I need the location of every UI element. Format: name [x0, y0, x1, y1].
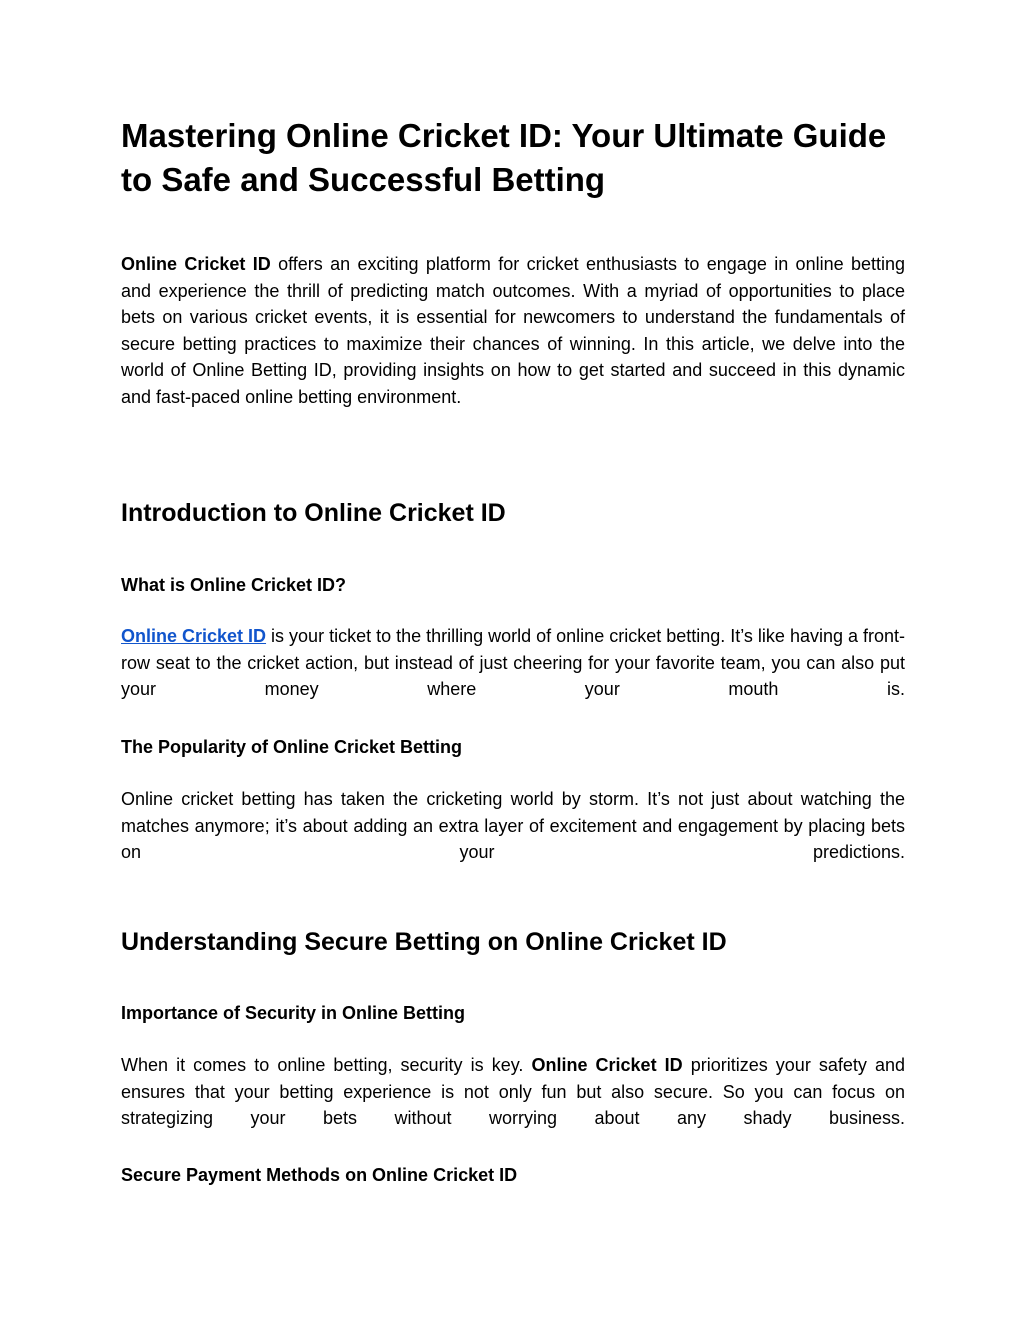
subheading-secure-payment: Secure Payment Methods on Online Cricket ID — [121, 1165, 518, 1185]
subheading-popularity: The Popularity of Online Cricket Betting — [121, 737, 463, 757]
document-title: Mastering Online Cricket ID: Your Ultimate Guide to Safe and Successful Betting — [121, 117, 887, 198]
intro-text: offers an exciting platform for cricket enthusiasts to engage in online betting and experience the thrill of predicting match outcomes. With a myriad of opportunities to place bets on various cricket events, it is essential for newcomers to understand the fundamentals of secure betting practices to maximize their chances of winning. In this article, we delve into the world of Online Betting ID, providing insights on how to get started and succeed in this dynamic and fast-paced online betting environment. — [121, 254, 905, 407]
security-bold: Online Cricket ID — [531, 1055, 683, 1075]
subheading-importance-security: Importance of Security in Online Betting — [121, 1003, 466, 1023]
intro-paragraph — [121, 251, 905, 411]
intro-lead-bold: Online Cricket ID — [121, 254, 271, 274]
subheading-what-is: What is Online Cricket ID? — [121, 575, 347, 595]
online-cricket-id-link[interactable]: Online Cricket ID — [121, 626, 267, 646]
section-heading-secure-betting: Understanding Secure Betting on Online Cricket ID — [121, 928, 727, 956]
security-paragraph — [121, 1052, 905, 1132]
popularity-paragraph: Online cricket betting has taken the cricketing world by storm. It’s not just about watching the matches anymore; it’s about adding an extra layer of excitement and engagement by placing bets on your predictions. — [121, 789, 905, 863]
what-is-text: is your ticket to the thrilling world of online cricket betting. It’s like having a front-row seat to the cricket action, but instead of just cheering for your favorite team, you can also put your money where your mouth is. — [121, 626, 906, 700]
security-text-after: prioritizes your safety and ensures that your betting experience is not only fun but also secure. So you can focus on strategizing your bets without worrying about any shady business. — [121, 1055, 906, 1129]
section-heading-introduction: Introduction to Online Cricket ID — [121, 499, 506, 527]
what-is-paragraph — [121, 623, 905, 703]
security-text-before: When it comes to online betting, security is key. — [121, 1055, 532, 1075]
